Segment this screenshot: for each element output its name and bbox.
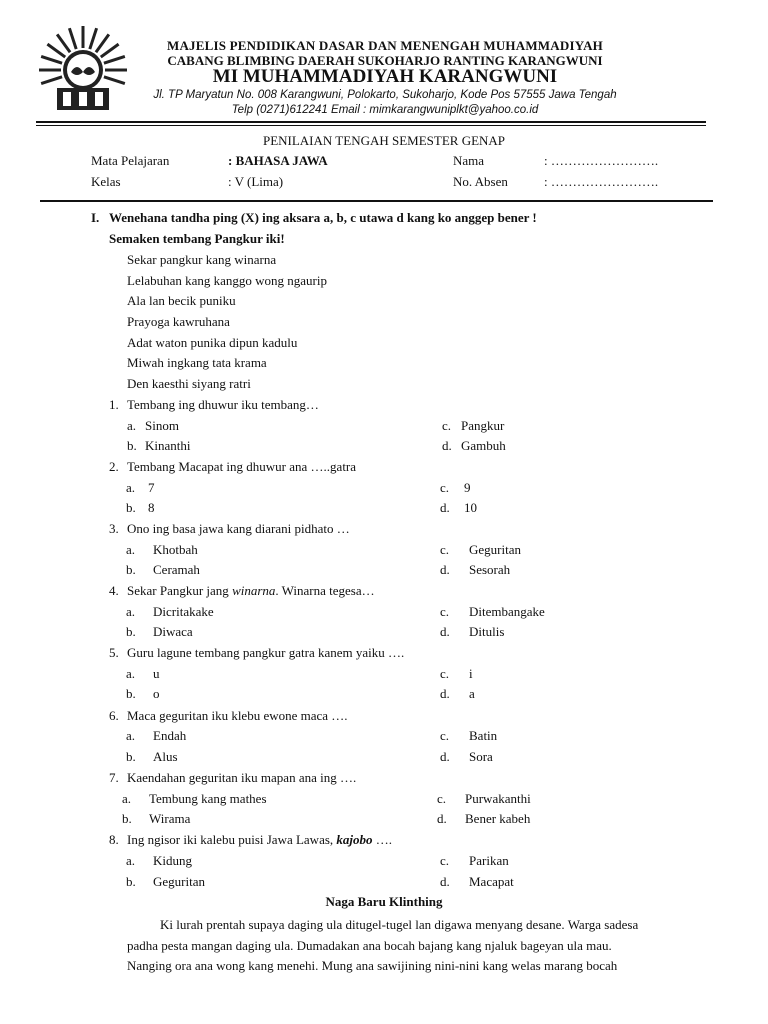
option-c[interactable]: Geguritan <box>469 542 521 557</box>
muhammadiyah-logo <box>33 24 133 112</box>
class-value: : V (Lima) <box>228 174 284 189</box>
option-letter: b. <box>127 438 137 453</box>
option-b[interactable]: Kinanthi <box>145 438 191 453</box>
question-number: 5. <box>109 645 119 660</box>
option-d[interactable]: Sesorah <box>469 562 511 577</box>
question-text: Ing ngisor iki kalebu puisi Jawa Lawas, kajobo …. <box>127 832 393 847</box>
exam-title: PENILAIAN TENGAH SEMESTER GENAP <box>262 133 506 148</box>
option-letter: d. <box>440 500 450 515</box>
option-letter: c. <box>442 418 452 433</box>
question-number: 3. <box>109 521 119 536</box>
option-letter: c. <box>440 604 450 619</box>
option-c[interactable]: Pangkur <box>461 418 505 433</box>
option-c[interactable]: Parikan <box>469 853 509 868</box>
option-d[interactable]: 10 <box>464 500 477 515</box>
question-text: Sekar Pangkur jang winarna. Winarna tegesa… <box>127 583 375 598</box>
question-text: Kaendahan geguritan iku mapan ana ing …. <box>127 770 357 785</box>
option-letter: a. <box>126 728 136 743</box>
section-number: I. <box>91 210 100 225</box>
question-text: Tembang ing dhuwur iku tembang… <box>127 397 319 412</box>
option-letter: d. <box>440 562 450 577</box>
option-letter: a. <box>122 791 132 806</box>
option-letter: a. <box>126 666 136 681</box>
option-c[interactable]: Purwakanthi <box>465 791 531 806</box>
option-letter: a. <box>126 542 136 557</box>
header-divider-thin <box>36 125 706 126</box>
option-letter: b. <box>126 874 136 889</box>
option-d[interactable]: Gambuh <box>461 438 506 453</box>
header-divider <box>36 121 706 123</box>
option-letter: a. <box>126 853 136 868</box>
story-paragraph-line-3: Nanging ora ana wong kang menehi. Mung ana sawijining nini-nini kang welas marang bocah <box>127 958 618 973</box>
name-value: : ……………………. <box>544 153 659 168</box>
option-c[interactable]: 9 <box>464 480 471 495</box>
option-letter: b. <box>122 811 132 826</box>
option-letter: c. <box>440 666 450 681</box>
option-letter: b. <box>126 500 136 515</box>
option-letter: b. <box>126 562 136 577</box>
option-letter: d. <box>440 874 450 889</box>
absen-label: No. Absen <box>453 174 508 189</box>
option-a[interactable]: u <box>153 666 160 681</box>
poem-line: Adat waton punika dipun kadulu <box>127 335 298 350</box>
option-a[interactable]: Sinom <box>145 418 179 433</box>
name-label: Nama <box>453 153 485 168</box>
school-address: Jl. TP Maryatun No. 008 Karangwuni, Polokarto, Sukoharjo, Kode Pos 57555 Jawa Tengah <box>153 89 617 101</box>
option-letter: c. <box>440 728 450 743</box>
option-d[interactable]: Macapat <box>469 874 514 889</box>
story-title: Naga Baru Klinthing <box>325 894 443 909</box>
option-letter: b. <box>126 686 136 701</box>
option-b[interactable]: Diwaca <box>153 624 193 639</box>
option-letter: c. <box>440 480 450 495</box>
header-line-1: MAJELIS PENDIDIKAN DASAR DAN MENENGAH MUHAMMADIYAH <box>167 38 603 53</box>
question-number: 7. <box>109 770 119 785</box>
option-b[interactable]: Ceramah <box>153 562 200 577</box>
class-label: Kelas <box>91 174 121 189</box>
question-text: Maca geguritan iku klebu ewone maca …. <box>127 708 348 723</box>
subject-value: : BAHASA JAWA <box>228 153 328 168</box>
header-line-2: CABANG BLIMBING DAERAH SUKOHARJO RANTING KARANGWUNI <box>167 53 603 68</box>
section-instruction: Wenehana tandha ping (X) ing aksara a, b, c utawa d kang ko anggep bener ! <box>109 210 537 225</box>
option-letter: d. <box>440 624 450 639</box>
poem-line: Sekar pangkur kang winarna <box>127 252 277 267</box>
story-paragraph-line-2: padha pesta mangan daging ula. Dumadakan ana bocah bajang kang njaluk bageyan ula mau. <box>127 938 612 953</box>
option-letter: c. <box>440 542 450 557</box>
poem-line: Ala lan becik puniku <box>127 293 236 308</box>
section-sub-instruction: Semaken tembang Pangkur iki! <box>109 231 285 246</box>
subject-label: Mata Pelajaran <box>91 153 170 168</box>
option-c[interactable]: Batin <box>469 728 498 743</box>
info-divider <box>40 200 713 202</box>
poem-line: Den kaesthi siyang ratri <box>127 376 251 391</box>
school-contact: Telp (0271)612241 Email : mimkarangwuniplkt@yahoo.co.id <box>231 104 539 116</box>
option-letter: d. <box>437 811 447 826</box>
poem-line: Miwah ingkang tata krama <box>127 355 267 370</box>
option-letter: b. <box>126 624 136 639</box>
poem-line: Lelabuhan kang kanggo wong ngaurip <box>127 273 328 288</box>
option-d[interactable]: a <box>469 686 475 701</box>
poem-line: Prayoga kawruhana <box>127 314 230 329</box>
option-b[interactable]: o <box>153 686 160 701</box>
option-a[interactable]: Khotbah <box>153 542 198 557</box>
option-letter: d. <box>440 686 450 701</box>
option-letter: d. <box>442 438 452 453</box>
question-text: Ono ing basa jawa kang diarani pidhato … <box>127 521 350 536</box>
absen-value: : ……………………. <box>544 174 659 189</box>
option-a[interactable]: 7 <box>148 480 155 495</box>
option-d[interactable]: Ditulis <box>469 624 505 639</box>
option-letter: a. <box>126 480 136 495</box>
question-text: Tembang Macapat ing dhuwur ana …..gatra <box>127 459 357 474</box>
question-number: 8. <box>109 832 119 847</box>
option-letter: c. <box>437 791 447 806</box>
option-b[interactable]: Geguritan <box>153 874 205 889</box>
option-a[interactable]: Kidung <box>153 853 192 868</box>
question-number: 1. <box>109 397 119 412</box>
option-b[interactable]: 8 <box>148 500 155 515</box>
question-number: 6. <box>109 708 119 723</box>
option-letter: d. <box>440 749 450 764</box>
question-text: Guru lagune tembang pangkur gatra kanem yaiku …. <box>127 645 405 660</box>
option-a[interactable]: Dicritakake <box>153 604 214 619</box>
option-d[interactable]: Sora <box>469 749 493 764</box>
option-c[interactable]: Ditembangake <box>469 604 545 619</box>
story-paragraph-line-1: Ki lurah prentah supaya daging ula ditugel-tugel lan digawa menyang desane. Warga sadesa <box>160 917 639 932</box>
question-number: 4. <box>109 583 119 598</box>
option-letter: b. <box>126 749 136 764</box>
option-letter: a. <box>126 604 136 619</box>
school-name: MI MUHAMMADIYAH KARANGWUNI <box>212 66 558 87</box>
option-c[interactable]: i <box>469 666 473 681</box>
option-d[interactable]: Bener kabeh <box>465 811 531 826</box>
option-letter: a. <box>127 418 137 433</box>
question-number: 2. <box>109 459 119 474</box>
option-a[interactable]: Endah <box>153 728 187 743</box>
option-b[interactable]: Alus <box>153 749 178 764</box>
option-b[interactable]: Wirama <box>149 811 191 826</box>
option-letter: c. <box>440 853 450 868</box>
option-a[interactable]: Tembung kang mathes <box>149 791 267 806</box>
